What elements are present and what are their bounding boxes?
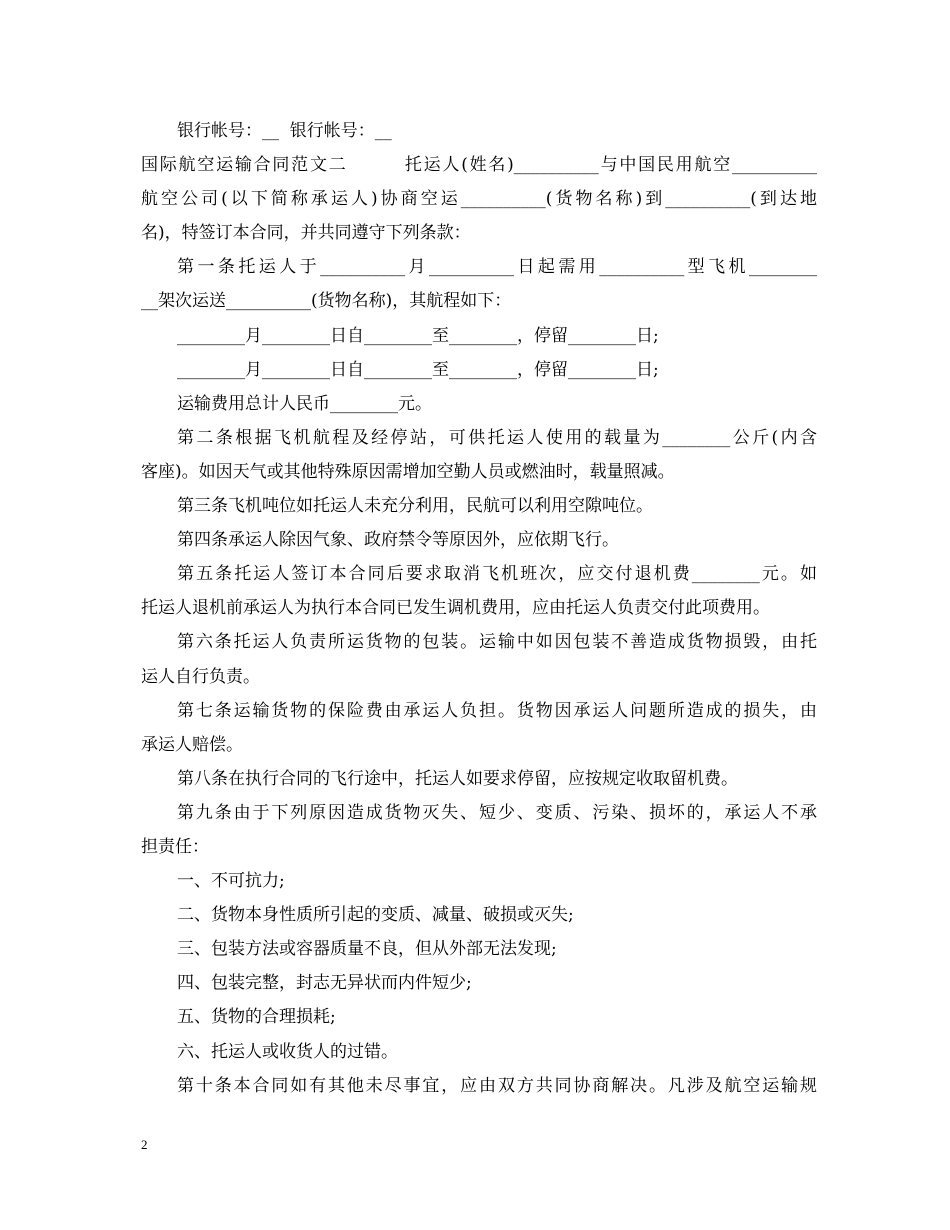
text-line: 第七条运输货物的保险费由承运人负担。货物因承运人问题所造成的损失，由 [177,700,817,721]
document-body [141,114,817,1103]
text-line: 第五条托运人签订本合同后要求取消飞机班次，应交付退机费________元。如 [177,564,817,585]
text-line: 航空公司(以下简称承运人)协商空运__________(货物名称)到__________(到达地 [141,189,817,210]
text-line: 托运人退机前承运人为执行本合同已发生调机费用，应由托运人负责交付此项费用。 [141,598,770,619]
text-line: 客座)。如因天气或其他特殊原因需增加空勤人员或燃油时，载量照减。 [141,461,675,482]
text-line: 三、包装方法或容器质量不良，但从外部无法发现; [177,939,557,960]
text-line: 第六条托运人负责所运货物的包装。运输中如因包装不善造成货物损毁，由托 [177,632,817,653]
text-line: 第八条在执行合同的飞行途中，托运人如要求停留，应按规定收取留机费。 [177,768,738,789]
text-line: 第二条根据飞机航程及经停站，可供托运人使用的载量为________公斤(内含 [177,427,817,448]
text-line: 运输费用总计人民币________元。 [177,393,432,414]
text-line: 银行帐号：__ 银行帐号：__ [177,121,392,141]
text-line: 第一条托运人于__________月__________日起需用__________型飞机________ [177,257,817,278]
text-line: 第九条由于下列原因造成货物灭失、短少、变质、污染、损坏的，承运人不承 [177,802,817,823]
text-line: ________月________日自________至________，停留________日; [177,325,659,346]
text-line: 第四条承运人除因气象、政府禁令等原因外，应依期飞行。 [177,530,619,551]
text-line: 二、货物本身性质所引起的变质、减量、破损或灭失; [177,905,574,926]
text-line: 第三条飞机吨位如托运人未充分利用，民航可以利用空隙吨位。 [177,496,653,517]
text-line: __架次运送__________(货物名称)，其航程如下： [141,291,512,312]
text-line: 第十条本合同如有其他未尽事宜，应由双方共同协商解决。凡涉及航空运输规 [177,1075,817,1096]
text-line: 运人自行负责。 [141,666,260,687]
text-line: 四、包装完整，封志无异状而内件短少; [177,973,472,994]
text-line: 承运人赔偿。 [141,734,243,755]
text-line: 国际航空运输合同范文二 托运人(姓名)__________与中国民用航空__________ [141,155,817,176]
page-number: 2 [141,1137,148,1152]
text-line: 担责任： [141,836,209,857]
text-line: 一、不可抗力; [177,871,285,892]
text-line: 五、货物的合理损耗; [177,1007,336,1028]
text-line: 名)，特签订本合同，并共同遵守下列条款： [141,223,471,244]
text-line: 六、托运人或收货人的过错。 [177,1041,398,1062]
text-line: ________月________日自________至________，停留________日; [177,359,659,380]
